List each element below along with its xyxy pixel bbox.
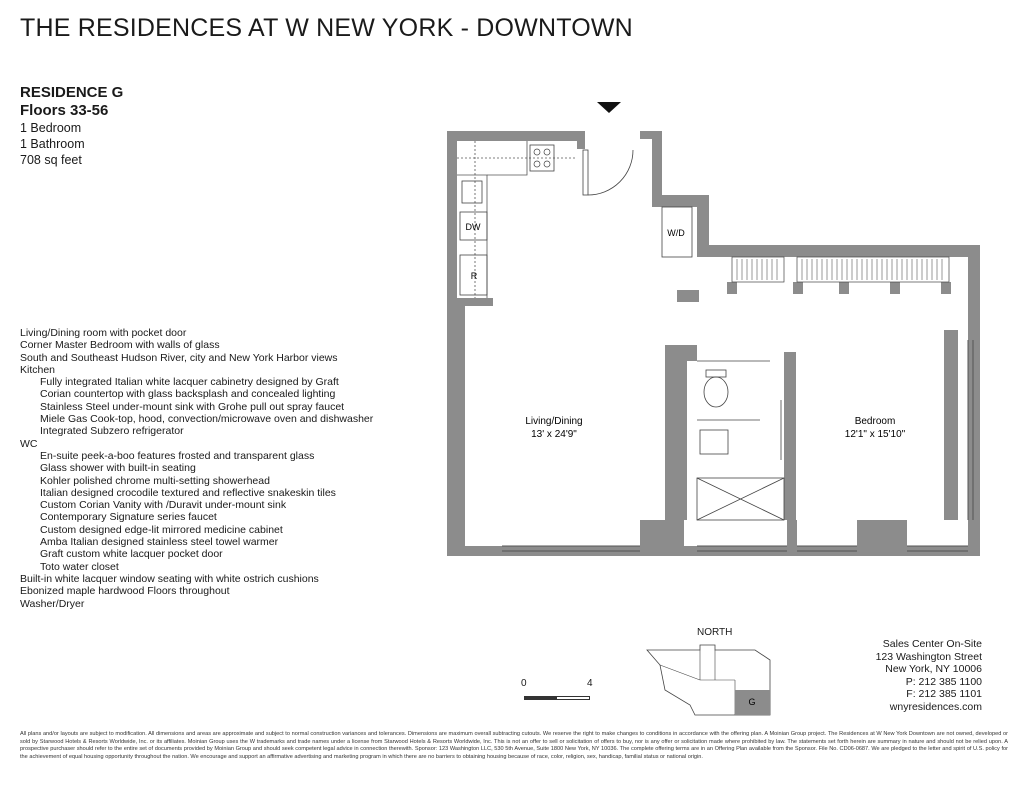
residence-name: RESIDENCE G	[20, 84, 124, 101]
feature-item: Miele Gas Cook-top, hood, convection/microwave oven and dishwasher	[40, 413, 374, 426]
feature-item: Stainless Steel under-mount sink with Grohe pull out spray faucet	[40, 400, 345, 413]
feature-item: Integrated Subzero refrigerator	[40, 425, 184, 438]
residence-bathrooms: 1 Bathroom	[20, 137, 85, 151]
north-label: NORTH	[697, 627, 733, 638]
residence-floors: Floors 33-56	[20, 102, 109, 119]
feature-item: Ebonized maple hardwood Floors throughout	[20, 585, 230, 598]
scale-bar-graphic	[524, 696, 590, 700]
sales-city: New York, NY 10006	[885, 663, 982, 676]
feature-item: Corner Master Bedroom with walls of glass	[20, 339, 220, 352]
room-name-bedroom: Bedroom	[854, 416, 896, 427]
entry-door[interactable]	[583, 150, 633, 195]
sales-heading: Sales Center On-Site	[882, 638, 982, 650]
feature-item: Custom designed edge-lit mirrored medicine cabinet	[40, 523, 283, 536]
residence-area: 708 sq feet	[20, 153, 82, 167]
sales-center	[876, 638, 982, 714]
feature-item: Kohler polished chrome multi-setting showerhead	[40, 474, 270, 487]
seating-slats	[737, 259, 942, 280]
feature-item: WC	[20, 437, 38, 450]
bathroom	[697, 361, 784, 520]
entry-arrow-icon	[597, 102, 621, 113]
feature-item: Fully integrated Italian white lacquer cabinetry designed by Graft	[40, 376, 339, 389]
feature-item: Kitchen	[20, 363, 56, 376]
feature-item: Living/Dining room with pocket door	[20, 327, 187, 339]
walls	[447, 131, 980, 556]
room-name-living: Living/Dining	[525, 416, 583, 427]
room-size-bedroom: 12'1" x 15'10"	[844, 429, 906, 440]
feature-item: Graft custom white lacquer pocket door	[40, 548, 223, 561]
scale-start: 0	[521, 678, 527, 689]
feature-list	[20, 327, 373, 610]
dishwasher-label: DW	[465, 222, 481, 232]
feature-item: Toto water closet	[40, 560, 119, 573]
feature-item: Italian designed crocodile textured and reflective snakeskin tiles	[40, 486, 336, 499]
feature-item: En-suite peek-a-boo features frosted and transparent glass	[40, 449, 315, 462]
scale-bar	[518, 678, 598, 708]
sink-icon	[462, 181, 482, 203]
room-size-living: 13' x 24'9"	[531, 429, 577, 440]
windows	[502, 340, 973, 551]
window-seating	[732, 257, 949, 282]
feature-item: Glass shower with built-in seating	[40, 462, 196, 475]
feature-item: Washer/Dryer	[20, 597, 85, 610]
page-title: THE RESIDENCES AT W NEW YORK - DOWNTOWN	[20, 14, 633, 42]
feature-item: Corian countertop with glass backsplash and concealed lighting	[40, 388, 336, 401]
scale-end: 4	[587, 678, 593, 689]
floor-plan	[440, 96, 980, 566]
sales-fax: F: 212 385 1101	[906, 688, 982, 701]
washer-dryer-label: W/D	[667, 228, 685, 238]
key-plan-unit-label: G	[748, 697, 756, 707]
sales-website[interactable]: wnyresidences.com	[889, 700, 982, 713]
feature-item: South and Southeast Hudson River, city and New York Harbor views	[20, 351, 338, 364]
legal-disclaimer: All plans and/or layouts are subject to modification. All dimensions and areas are approximate and subject to normal construction variances and tolerances. Dimensions are maximum overall subtracting cutouts. We reserve the right to make changes to conditions in accordance with the offering plan. A Moinian Group project. The Residences at W New York Downtown are not owned, developed or sold by Starwood Hotels & Resorts Worldwide, Inc. or its affiliates. Moinian Group uses the W trademarks and trade names under a license from Starwood Hotels & Resorts Worldwide, Inc. This is not an offer to sell or solicitation of offers to buy, nor is any offer or solicitation made where prohibited by law. The statements set forth herein are summary in nature and should not be relied upon. A prospective purchaser should refer to the entire set of documents provided by Moinian Group and should seek competent legal advice in connection therewith. Sponsor: 123 Washington LLC, 530 5th Avenue, Suite 1800 New York, NY 10036. The complete offering terms are in an Offering Plan available from the Sponsor. File No. CD06-0687. We are pledged to the letter and spirit of U.S. policy for the achievement of equal housing opportunity throughout the nation. We encourage and support an affirmative advertising and marketing program in which there are no barriers to obtaining housing because of race, color, religion, sex, handicap, familial status or national origin.	[20, 731, 1008, 760]
key-plan	[640, 640, 780, 720]
residence-bedrooms: 1 Bedroom	[20, 121, 82, 135]
feature-item: Built-in white lacquer window seating with white ostrich cushions	[20, 572, 319, 585]
toilet-icon	[704, 377, 728, 407]
feature-item: Custom Corian Vanity with /Duravit under-mount sink	[40, 499, 287, 512]
sales-phone: P: 212 385 1100	[905, 675, 982, 688]
sales-street: 123 Washington Street	[875, 650, 982, 663]
residence-info	[20, 84, 123, 168]
feature-item: Amba Italian designed stainless steel towel warmer	[40, 536, 279, 549]
refrigerator-label: R	[470, 271, 478, 281]
feature-item: Contemporary Signature series faucet	[40, 511, 217, 524]
